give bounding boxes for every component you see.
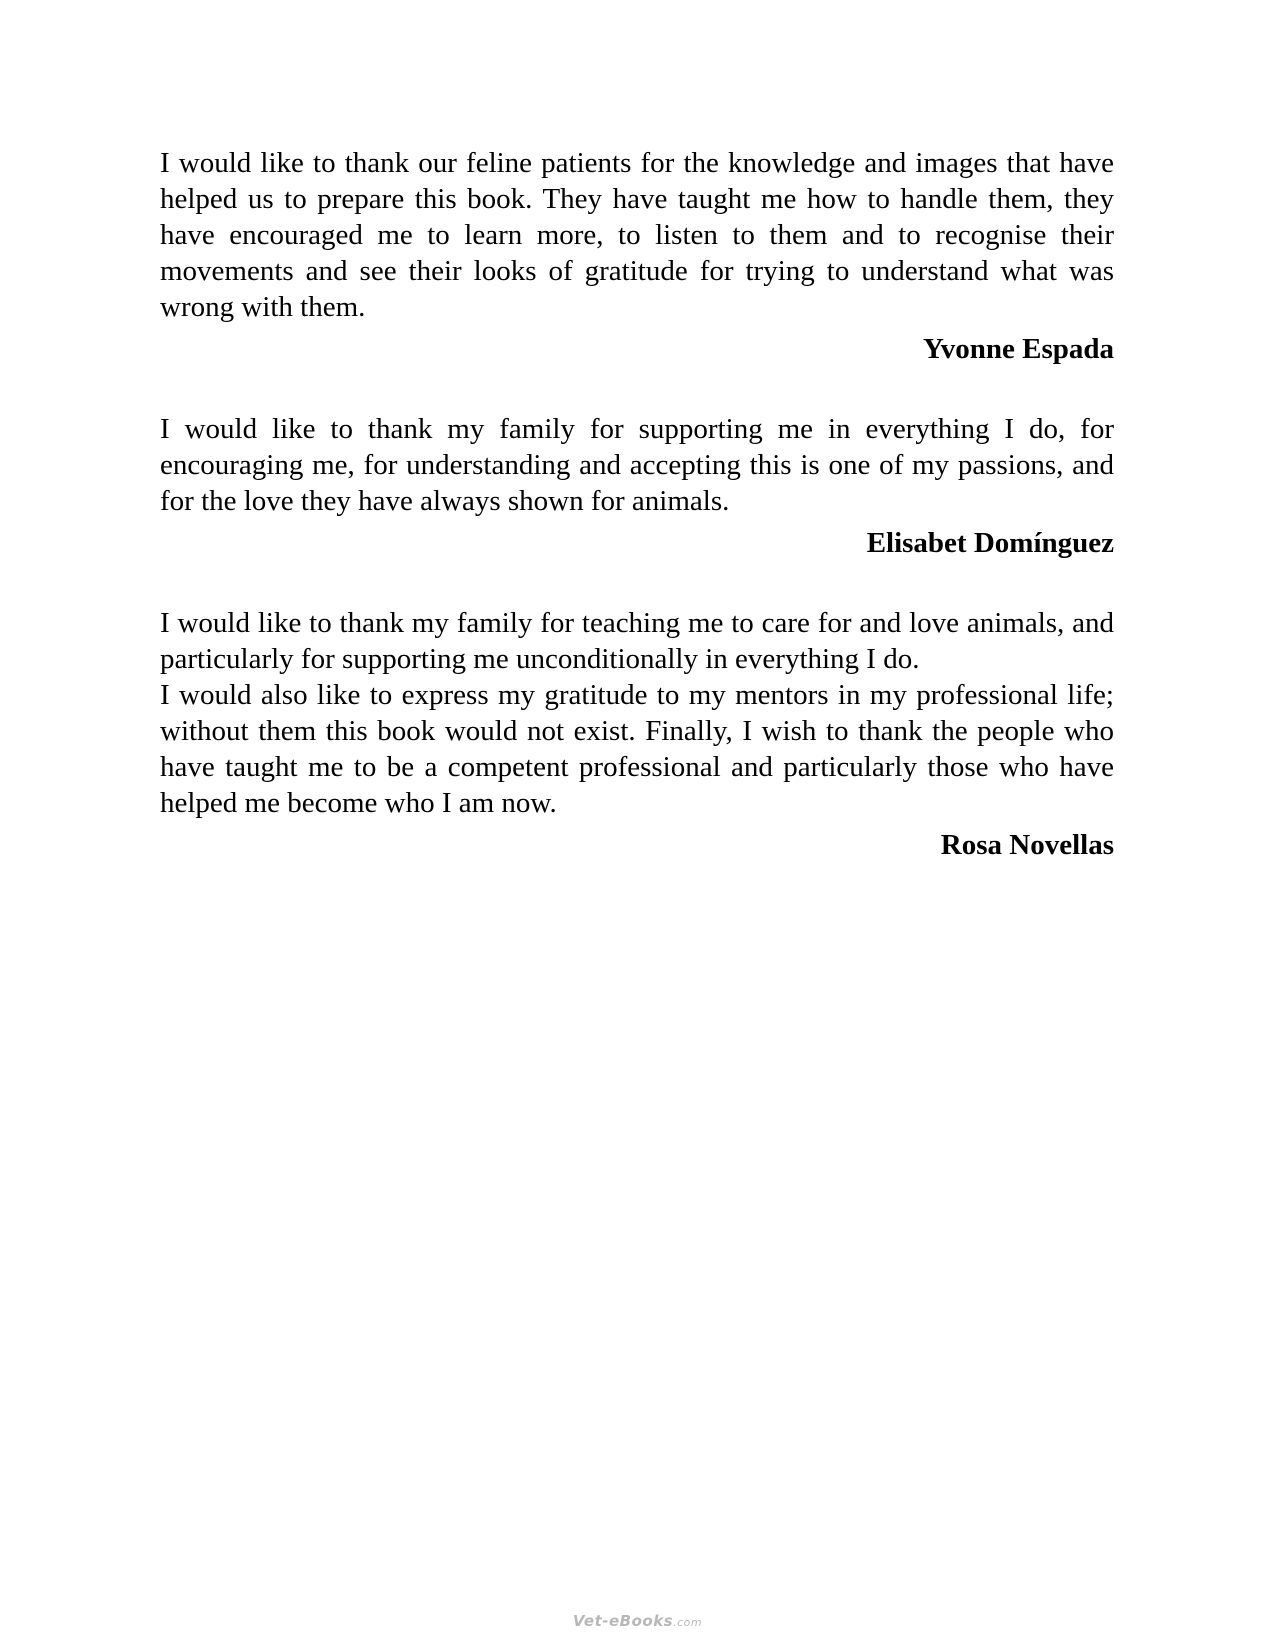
watermark-logo: [0, 1612, 1275, 1630]
acknowledgements-page: [160, 145, 1114, 907]
acknowledgement-paragraph: I would like to thank our feline patients for the knowledge and images that have helped us to prepare this book. They have taught me how to handle them, they have encouraged me to learn more, to listen to them and to recognise their movements and see their looks of gratitude for trying to understand what was wrong with them.: [160, 147, 1114, 323]
watermark-tld: .com: [673, 1616, 703, 1629]
acknowledgement-paragraph: I would also like to express my gratitude to my mentors in my professional life; without them this book would not exist. Finally, I wish to thank the people who have taught me to be a competent professional and particularly those who have helped me become who I am now.: [160, 679, 1114, 819]
acknowledgement-block-espada: [160, 145, 1114, 367]
acknowledgement-paragraph: I would like to thank my family for teaching me to care for and love animals, and particularly for supporting me unconditionally in everything I do.: [160, 607, 1114, 675]
acknowledgement-paragraph: I would like to thank my family for supporting me in everything I do, for encouraging me, for understanding and accepting this is one of my passions, and for the love they have always shown for animals.: [160, 413, 1114, 517]
author-signature: Rosa Novellas: [940, 829, 1114, 861]
watermark-brand: Vet-eBooks: [572, 1612, 674, 1630]
acknowledgement-block-dominguez: [160, 411, 1114, 561]
author-signature: Yvonne Espada: [923, 333, 1114, 365]
author-signature: Elisabet Domínguez: [866, 527, 1114, 559]
acknowledgement-block-novellas: [160, 605, 1114, 863]
